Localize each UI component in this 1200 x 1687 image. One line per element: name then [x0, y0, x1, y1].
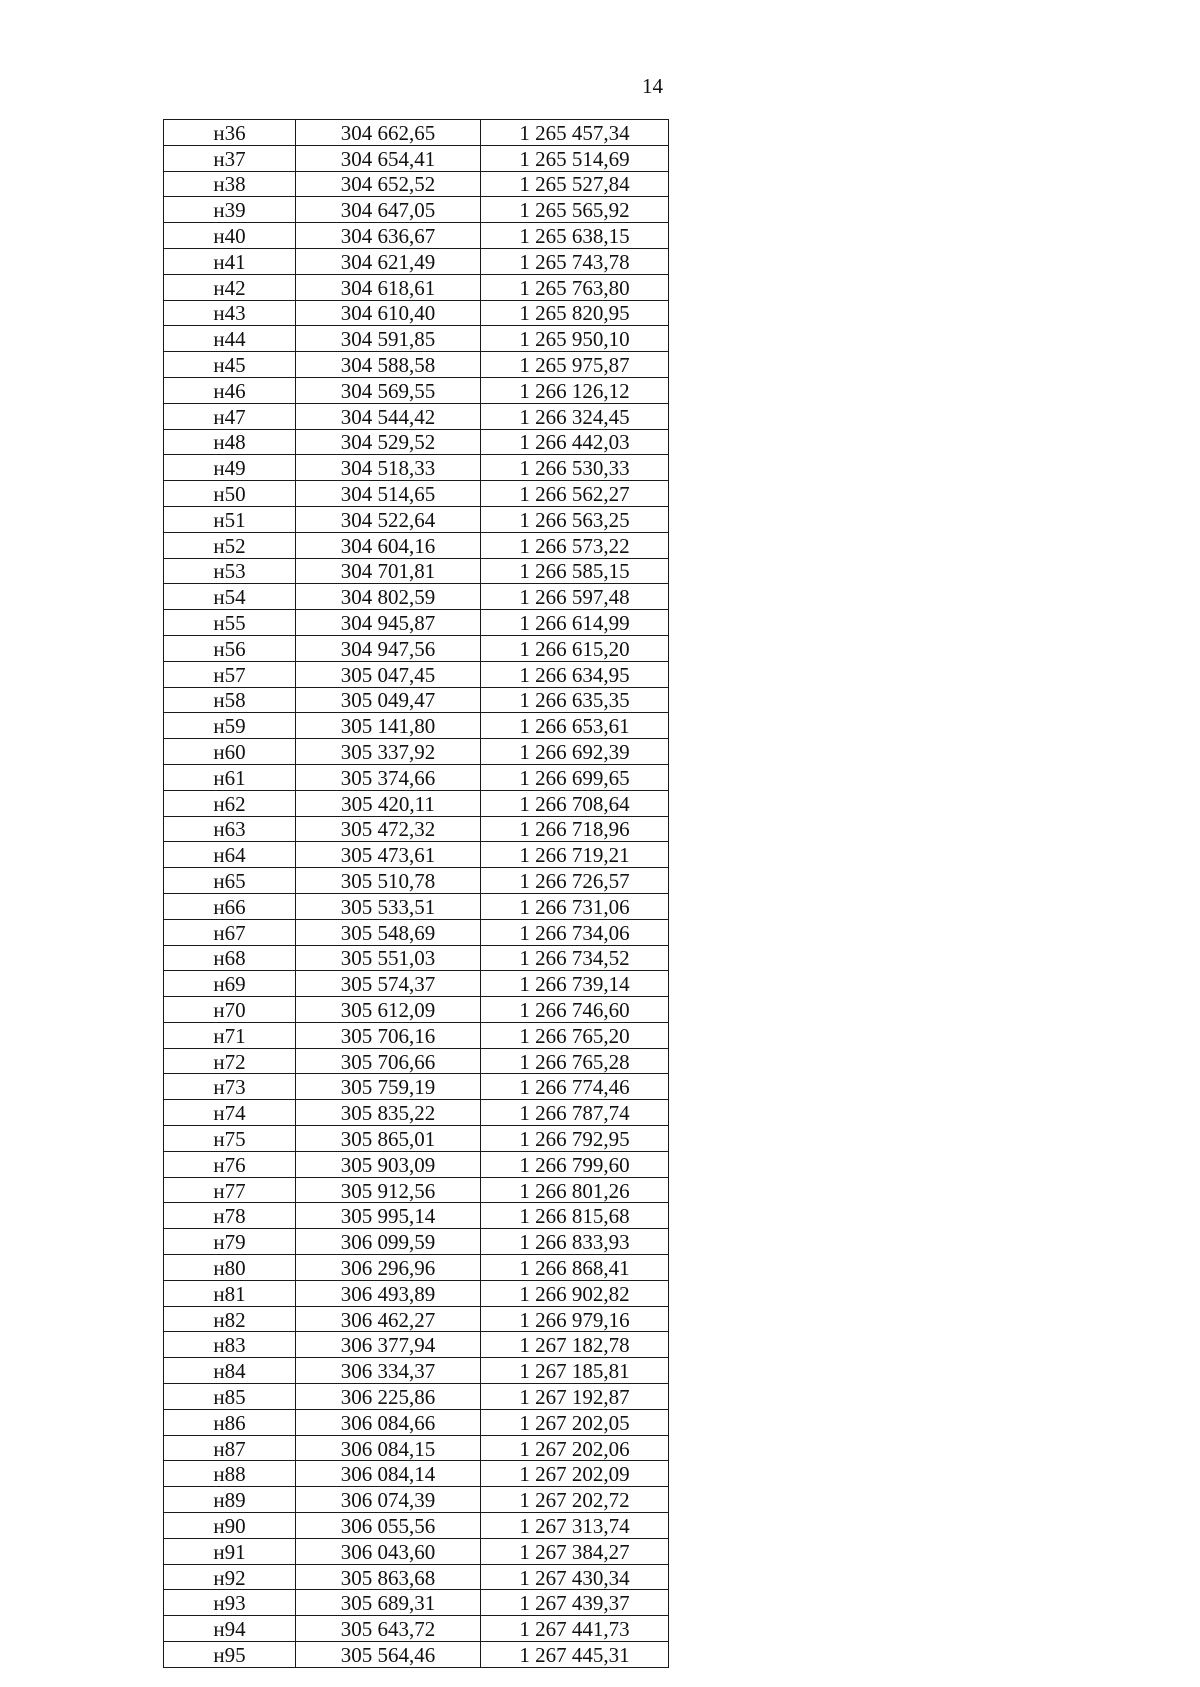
second-coordinate-cell: 1 265 975,87 — [481, 352, 669, 378]
table-row — [164, 1332, 669, 1358]
first-coordinate-cell: 306 225,86 — [296, 1384, 481, 1410]
table-row — [164, 1022, 669, 1048]
first-coordinate-cell: 305 759,19 — [296, 1074, 481, 1100]
first-coordinate-cell: 304 588,58 — [296, 352, 481, 378]
second-coordinate-cell: 1 266 708,64 — [481, 790, 669, 816]
first-coordinate-cell: 304 945,87 — [296, 610, 481, 636]
table-row — [164, 558, 669, 584]
table-row — [164, 1126, 669, 1152]
point-id-cell: н78 — [164, 1203, 296, 1229]
table-row — [164, 1513, 669, 1539]
second-coordinate-cell: 1 266 614,99 — [481, 610, 669, 636]
point-id-cell: н38 — [164, 171, 296, 197]
first-coordinate-cell: 305 612,09 — [296, 997, 481, 1023]
second-coordinate-cell: 1 266 979,16 — [481, 1306, 669, 1332]
second-coordinate-cell: 1 266 774,46 — [481, 1074, 669, 1100]
table-row — [164, 842, 669, 868]
point-id-cell: н50 — [164, 481, 296, 507]
table-row — [164, 1074, 669, 1100]
first-coordinate-cell: 305 995,14 — [296, 1203, 481, 1229]
second-coordinate-cell: 1 266 653,61 — [481, 713, 669, 739]
first-coordinate-cell: 306 084,14 — [296, 1461, 481, 1487]
first-coordinate-cell: 305 472,32 — [296, 816, 481, 842]
second-coordinate-cell: 1 266 799,60 — [481, 1151, 669, 1177]
table-row — [164, 248, 669, 274]
second-coordinate-cell: 1 266 787,74 — [481, 1100, 669, 1126]
point-id-cell: н92 — [164, 1564, 296, 1590]
point-id-cell: н85 — [164, 1384, 296, 1410]
second-coordinate-cell: 1 266 765,28 — [481, 1048, 669, 1074]
second-coordinate-cell: 1 266 615,20 — [481, 635, 669, 661]
point-id-cell: н60 — [164, 739, 296, 765]
point-id-cell: н53 — [164, 558, 296, 584]
table-row — [164, 326, 669, 352]
point-id-cell: н71 — [164, 1022, 296, 1048]
second-coordinate-cell: 1 266 562,27 — [481, 481, 669, 507]
table-row — [164, 816, 669, 842]
second-coordinate-cell: 1 266 792,95 — [481, 1126, 669, 1152]
first-coordinate-cell: 305 643,72 — [296, 1616, 481, 1642]
first-coordinate-cell: 306 055,56 — [296, 1513, 481, 1539]
table-row — [164, 1384, 669, 1410]
first-coordinate-cell: 304 518,33 — [296, 455, 481, 481]
point-id-cell: н69 — [164, 971, 296, 997]
point-id-cell: н88 — [164, 1461, 296, 1487]
first-coordinate-cell: 304 522,64 — [296, 506, 481, 532]
point-id-cell: н77 — [164, 1177, 296, 1203]
table-row — [164, 1590, 669, 1616]
point-id-cell: н57 — [164, 661, 296, 687]
second-coordinate-cell: 1 267 441,73 — [481, 1616, 669, 1642]
table-row — [164, 1435, 669, 1461]
point-id-cell: н89 — [164, 1487, 296, 1513]
first-coordinate-cell: 305 473,61 — [296, 842, 481, 868]
first-coordinate-cell: 304 636,67 — [296, 223, 481, 249]
table-row — [164, 893, 669, 919]
point-id-cell: н74 — [164, 1100, 296, 1126]
first-coordinate-cell: 306 043,60 — [296, 1538, 481, 1564]
second-coordinate-cell: 1 266 597,48 — [481, 584, 669, 610]
table-row — [164, 1642, 669, 1668]
first-coordinate-cell: 304 529,52 — [296, 429, 481, 455]
point-id-cell: н81 — [164, 1280, 296, 1306]
first-coordinate-cell: 305 510,78 — [296, 868, 481, 894]
first-coordinate-cell: 305 903,09 — [296, 1151, 481, 1177]
first-coordinate-cell: 306 334,37 — [296, 1358, 481, 1384]
table-row — [164, 868, 669, 894]
table-row — [164, 377, 669, 403]
point-id-cell: н67 — [164, 919, 296, 945]
point-id-cell: н79 — [164, 1229, 296, 1255]
first-coordinate-cell: 305 912,56 — [296, 1177, 481, 1203]
second-coordinate-cell: 1 266 815,68 — [481, 1203, 669, 1229]
point-id-cell: н41 — [164, 248, 296, 274]
second-coordinate-cell: 1 266 585,15 — [481, 558, 669, 584]
table-row — [164, 506, 669, 532]
page-number: 14 — [642, 74, 663, 98]
table-row — [164, 1358, 669, 1384]
point-id-cell: н73 — [164, 1074, 296, 1100]
second-coordinate-cell: 1 267 192,87 — [481, 1384, 669, 1410]
second-coordinate-cell: 1 265 514,69 — [481, 145, 669, 171]
second-coordinate-cell: 1 267 202,05 — [481, 1409, 669, 1435]
second-coordinate-cell: 1 267 182,78 — [481, 1332, 669, 1358]
table-row — [164, 764, 669, 790]
point-id-cell: н56 — [164, 635, 296, 661]
point-id-cell: н40 — [164, 223, 296, 249]
second-coordinate-cell: 1 265 950,10 — [481, 326, 669, 352]
point-id-cell: н66 — [164, 893, 296, 919]
point-id-cell: н75 — [164, 1126, 296, 1152]
table-row — [164, 1280, 669, 1306]
point-id-cell: н37 — [164, 145, 296, 171]
first-coordinate-cell: 306 084,15 — [296, 1435, 481, 1461]
table-row — [164, 919, 669, 945]
table-row — [164, 145, 669, 171]
table-row — [164, 1461, 669, 1487]
second-coordinate-cell: 1 266 726,57 — [481, 868, 669, 894]
first-coordinate-cell: 304 618,61 — [296, 274, 481, 300]
point-id-cell: н86 — [164, 1409, 296, 1435]
first-coordinate-cell: 305 533,51 — [296, 893, 481, 919]
point-id-cell: н45 — [164, 352, 296, 378]
point-id-cell: н43 — [164, 300, 296, 326]
first-coordinate-cell: 306 377,94 — [296, 1332, 481, 1358]
second-coordinate-cell: 1 266 718,96 — [481, 816, 669, 842]
second-coordinate-cell: 1 267 384,27 — [481, 1538, 669, 1564]
second-coordinate-cell: 1 267 185,81 — [481, 1358, 669, 1384]
first-coordinate-cell: 305 420,11 — [296, 790, 481, 816]
table-row — [164, 635, 669, 661]
first-coordinate-cell: 306 493,89 — [296, 1280, 481, 1306]
point-id-cell: н44 — [164, 326, 296, 352]
first-coordinate-cell: 304 604,16 — [296, 532, 481, 558]
table-row — [164, 687, 669, 713]
first-coordinate-cell: 305 337,92 — [296, 739, 481, 765]
point-id-cell: н48 — [164, 429, 296, 455]
table-row — [164, 1151, 669, 1177]
table-row — [164, 1255, 669, 1281]
point-id-cell: н90 — [164, 1513, 296, 1539]
point-id-cell: н84 — [164, 1358, 296, 1384]
first-coordinate-cell: 305 047,45 — [296, 661, 481, 687]
table-row — [164, 223, 669, 249]
second-coordinate-cell: 1 266 833,93 — [481, 1229, 669, 1255]
second-coordinate-cell: 1 266 739,14 — [481, 971, 669, 997]
second-coordinate-cell: 1 265 565,92 — [481, 197, 669, 223]
point-id-cell: н72 — [164, 1048, 296, 1074]
point-id-cell: н58 — [164, 687, 296, 713]
first-coordinate-cell: 304 701,81 — [296, 558, 481, 584]
table-row — [164, 739, 669, 765]
table-row — [164, 1616, 669, 1642]
table-row — [164, 1100, 669, 1126]
second-coordinate-cell: 1 266 126,12 — [481, 377, 669, 403]
first-coordinate-cell: 305 141,80 — [296, 713, 481, 739]
second-coordinate-cell: 1 267 445,31 — [481, 1642, 669, 1668]
first-coordinate-cell: 305 374,66 — [296, 764, 481, 790]
table-row — [164, 1487, 669, 1513]
second-coordinate-cell: 1 267 439,37 — [481, 1590, 669, 1616]
point-id-cell: н46 — [164, 377, 296, 403]
second-coordinate-cell: 1 266 801,26 — [481, 1177, 669, 1203]
second-coordinate-cell: 1 266 765,20 — [481, 1022, 669, 1048]
point-id-cell: н70 — [164, 997, 296, 1023]
table-row — [164, 352, 669, 378]
point-id-cell: н65 — [164, 868, 296, 894]
first-coordinate-cell: 305 706,66 — [296, 1048, 481, 1074]
point-id-cell: н87 — [164, 1435, 296, 1461]
point-id-cell: н95 — [164, 1642, 296, 1668]
table-row — [164, 1538, 669, 1564]
table-row — [164, 945, 669, 971]
first-coordinate-cell: 306 462,27 — [296, 1306, 481, 1332]
point-id-cell: н39 — [164, 197, 296, 223]
second-coordinate-cell: 1 266 442,03 — [481, 429, 669, 455]
point-id-cell: н80 — [164, 1255, 296, 1281]
table-row — [164, 274, 669, 300]
first-coordinate-cell: 305 835,22 — [296, 1100, 481, 1126]
table-row — [164, 403, 669, 429]
table-row — [164, 197, 669, 223]
table-row — [164, 300, 669, 326]
point-id-cell: н62 — [164, 790, 296, 816]
second-coordinate-cell: 1 266 731,06 — [481, 893, 669, 919]
second-coordinate-cell: 1 265 763,80 — [481, 274, 669, 300]
point-id-cell: н61 — [164, 764, 296, 790]
first-coordinate-cell: 304 569,55 — [296, 377, 481, 403]
second-coordinate-cell: 1 265 457,34 — [481, 120, 669, 146]
second-coordinate-cell: 1 265 638,15 — [481, 223, 669, 249]
second-coordinate-cell: 1 266 734,06 — [481, 919, 669, 945]
table-row — [164, 1229, 669, 1255]
second-coordinate-cell: 1 266 734,52 — [481, 945, 669, 971]
table-row — [164, 429, 669, 455]
point-id-cell: н82 — [164, 1306, 296, 1332]
first-coordinate-cell: 305 689,31 — [296, 1590, 481, 1616]
table-row — [164, 661, 669, 687]
point-id-cell: н49 — [164, 455, 296, 481]
point-id-cell: н91 — [164, 1538, 296, 1564]
first-coordinate-cell: 304 544,42 — [296, 403, 481, 429]
point-id-cell: н42 — [164, 274, 296, 300]
first-coordinate-cell: 304 514,65 — [296, 481, 481, 507]
second-coordinate-cell: 1 266 746,60 — [481, 997, 669, 1023]
second-coordinate-cell: 1 266 719,21 — [481, 842, 669, 868]
first-coordinate-cell: 306 099,59 — [296, 1229, 481, 1255]
point-id-cell: н68 — [164, 945, 296, 971]
table-row — [164, 481, 669, 507]
first-coordinate-cell: 305 548,69 — [296, 919, 481, 945]
first-coordinate-cell: 306 296,96 — [296, 1255, 481, 1281]
second-coordinate-cell: 1 266 635,35 — [481, 687, 669, 713]
table-row — [164, 171, 669, 197]
point-id-cell: н76 — [164, 1151, 296, 1177]
point-id-cell: н63 — [164, 816, 296, 842]
first-coordinate-cell: 304 802,59 — [296, 584, 481, 610]
first-coordinate-cell: 304 621,49 — [296, 248, 481, 274]
table-row — [164, 610, 669, 636]
table-row — [164, 455, 669, 481]
second-coordinate-cell: 1 266 868,41 — [481, 1255, 669, 1281]
first-coordinate-cell: 304 662,65 — [296, 120, 481, 146]
table-row — [164, 120, 669, 146]
second-coordinate-cell: 1 266 692,39 — [481, 739, 669, 765]
second-coordinate-cell: 1 267 202,06 — [481, 1435, 669, 1461]
first-coordinate-cell: 305 564,46 — [296, 1642, 481, 1668]
point-id-cell: н51 — [164, 506, 296, 532]
table-row — [164, 790, 669, 816]
second-coordinate-cell: 1 266 530,33 — [481, 455, 669, 481]
point-id-cell: н55 — [164, 610, 296, 636]
first-coordinate-cell: 305 863,68 — [296, 1564, 481, 1590]
second-coordinate-cell: 1 266 902,82 — [481, 1280, 669, 1306]
table-row — [164, 971, 669, 997]
second-coordinate-cell: 1 266 699,65 — [481, 764, 669, 790]
first-coordinate-cell: 304 610,40 — [296, 300, 481, 326]
first-coordinate-cell: 305 865,01 — [296, 1126, 481, 1152]
second-coordinate-cell: 1 267 202,72 — [481, 1487, 669, 1513]
coordinates-table-body — [164, 120, 669, 1668]
point-id-cell: н64 — [164, 842, 296, 868]
point-id-cell: н94 — [164, 1616, 296, 1642]
table-row — [164, 1409, 669, 1435]
table-row — [164, 1177, 669, 1203]
first-coordinate-cell: 304 647,05 — [296, 197, 481, 223]
first-coordinate-cell: 304 654,41 — [296, 145, 481, 171]
first-coordinate-cell: 305 574,37 — [296, 971, 481, 997]
table-row — [164, 713, 669, 739]
second-coordinate-cell: 1 267 430,34 — [481, 1564, 669, 1590]
first-coordinate-cell: 305 049,47 — [296, 687, 481, 713]
point-id-cell: н83 — [164, 1332, 296, 1358]
first-coordinate-cell: 305 551,03 — [296, 945, 481, 971]
first-coordinate-cell: 306 074,39 — [296, 1487, 481, 1513]
second-coordinate-cell: 1 265 527,84 — [481, 171, 669, 197]
table-row — [164, 532, 669, 558]
first-coordinate-cell: 305 706,16 — [296, 1022, 481, 1048]
second-coordinate-cell: 1 267 313,74 — [481, 1513, 669, 1539]
table-row — [164, 584, 669, 610]
first-coordinate-cell: 306 084,66 — [296, 1409, 481, 1435]
point-id-cell: н36 — [164, 120, 296, 146]
second-coordinate-cell: 1 265 743,78 — [481, 248, 669, 274]
point-id-cell: н47 — [164, 403, 296, 429]
first-coordinate-cell: 304 591,85 — [296, 326, 481, 352]
second-coordinate-cell: 1 266 324,45 — [481, 403, 669, 429]
point-id-cell: н59 — [164, 713, 296, 739]
first-coordinate-cell: 304 947,56 — [296, 635, 481, 661]
second-coordinate-cell: 1 266 573,22 — [481, 532, 669, 558]
table-row — [164, 1306, 669, 1332]
coordinates-table — [163, 119, 669, 1668]
point-id-cell: н54 — [164, 584, 296, 610]
table-row — [164, 1564, 669, 1590]
second-coordinate-cell: 1 266 634,95 — [481, 661, 669, 687]
point-id-cell: н93 — [164, 1590, 296, 1616]
table-row — [164, 1048, 669, 1074]
table-row — [164, 997, 669, 1023]
second-coordinate-cell: 1 266 563,25 — [481, 506, 669, 532]
first-coordinate-cell: 304 652,52 — [296, 171, 481, 197]
table-row — [164, 1203, 669, 1229]
second-coordinate-cell: 1 265 820,95 — [481, 300, 669, 326]
point-id-cell: н52 — [164, 532, 296, 558]
second-coordinate-cell: 1 267 202,09 — [481, 1461, 669, 1487]
